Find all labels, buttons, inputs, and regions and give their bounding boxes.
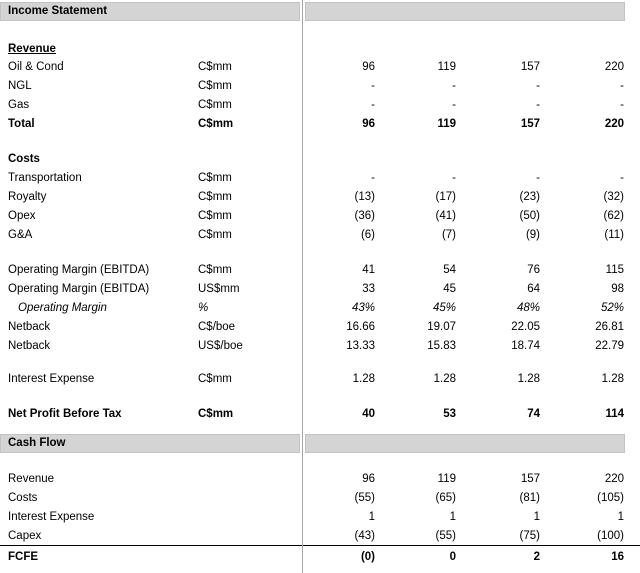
row-value: 157 bbox=[520, 473, 540, 485]
row-value: (43) bbox=[354, 530, 375, 542]
column-divider bbox=[302, 0, 303, 573]
row-value: (13) bbox=[354, 191, 375, 203]
row-value: (9) bbox=[525, 229, 540, 241]
table-row bbox=[0, 226, 640, 245]
row-value: 1.28 bbox=[352, 373, 375, 385]
row-value: 16.66 bbox=[346, 321, 375, 333]
section-title: Income Statement bbox=[8, 5, 108, 17]
row-unit: C$mm bbox=[198, 118, 234, 130]
row-label: Netback bbox=[8, 321, 51, 333]
table-row bbox=[0, 318, 640, 337]
row-value: (100) bbox=[597, 530, 624, 542]
section-banner-cash_flow bbox=[0, 434, 66, 453]
row-label: Revenue bbox=[8, 473, 55, 485]
row-unit: C$mm bbox=[198, 408, 234, 420]
row-value: 53 bbox=[443, 408, 456, 420]
table-row bbox=[0, 548, 640, 567]
row-value: 40 bbox=[362, 408, 375, 420]
row-unit: C$mm bbox=[198, 99, 232, 111]
row-value: (6) bbox=[360, 229, 375, 241]
row-value: 119 bbox=[437, 61, 456, 73]
row-value: 18.74 bbox=[511, 340, 540, 352]
table-row bbox=[0, 527, 640, 546]
row-label: Oil & Cond bbox=[8, 61, 64, 73]
row-value: (62) bbox=[603, 210, 624, 222]
row-value: - bbox=[620, 80, 624, 92]
section-banner-income_statement bbox=[0, 2, 107, 21]
row-unit: % bbox=[198, 302, 209, 314]
row-label: Opex bbox=[8, 210, 36, 222]
table-row bbox=[0, 207, 640, 226]
row-label: Total bbox=[8, 118, 35, 130]
row-value: - bbox=[371, 172, 375, 184]
row-value: (0) bbox=[360, 551, 375, 563]
row-value: - bbox=[620, 99, 624, 111]
row-label: Net Profit Before Tax bbox=[8, 408, 122, 420]
table-row bbox=[0, 96, 640, 115]
table-row bbox=[0, 470, 640, 489]
row-value: 52% bbox=[600, 302, 624, 314]
row-value: (75) bbox=[519, 530, 540, 542]
table-row bbox=[0, 261, 640, 280]
row-value: 2 bbox=[533, 551, 540, 563]
row-value: 1 bbox=[449, 511, 456, 523]
row-value: (32) bbox=[603, 191, 624, 203]
row-value: 1 bbox=[368, 511, 375, 523]
group-heading-label: Revenue bbox=[8, 43, 56, 55]
row-value: (36) bbox=[354, 210, 375, 222]
total-rule bbox=[0, 545, 640, 546]
row-unit: C$mm bbox=[198, 373, 232, 385]
row-value: 64 bbox=[527, 283, 540, 295]
row-value: 114 bbox=[605, 408, 624, 420]
row-unit: C$mm bbox=[198, 264, 232, 276]
row-value: (81) bbox=[519, 492, 540, 504]
table-row bbox=[0, 405, 640, 424]
table-row bbox=[0, 489, 640, 508]
row-value: - bbox=[371, 80, 375, 92]
row-value: 45% bbox=[432, 302, 456, 314]
row-value: 13.33 bbox=[346, 340, 375, 352]
banner-fill-right bbox=[305, 434, 625, 453]
table-row bbox=[0, 188, 640, 207]
row-value: 1.28 bbox=[601, 373, 624, 385]
row-unit: US$/boe bbox=[198, 340, 243, 352]
row-value: (41) bbox=[435, 210, 456, 222]
row-value: 41 bbox=[362, 264, 375, 276]
table-row bbox=[0, 508, 640, 527]
table-row bbox=[0, 299, 640, 318]
row-label: Operating Margin (EBITDA) bbox=[8, 283, 150, 295]
row-value: (11) bbox=[604, 229, 624, 241]
table-row bbox=[0, 280, 640, 299]
table-row bbox=[0, 77, 640, 96]
row-label: Netback bbox=[8, 340, 51, 352]
table-row bbox=[0, 115, 640, 134]
row-value: (55) bbox=[435, 530, 456, 542]
row-label: Gas bbox=[8, 99, 30, 111]
row-value: 119 bbox=[437, 118, 456, 130]
row-value: 33 bbox=[362, 283, 375, 295]
row-value: 98 bbox=[611, 283, 624, 295]
row-value: - bbox=[452, 80, 456, 92]
row-value: - bbox=[536, 99, 540, 111]
row-value: 54 bbox=[443, 264, 456, 276]
row-value: 220 bbox=[604, 61, 624, 73]
row-unit: C$mm bbox=[198, 61, 232, 73]
row-value: (55) bbox=[354, 492, 375, 504]
row-value: 19.07 bbox=[427, 321, 456, 333]
row-value: (105) bbox=[597, 492, 624, 504]
row-label: Capex bbox=[8, 530, 42, 542]
row-label: Royalty bbox=[8, 191, 47, 203]
row-value: - bbox=[536, 172, 540, 184]
row-value: - bbox=[371, 99, 375, 111]
row-value: 1 bbox=[533, 511, 540, 523]
row-label: Interest Expense bbox=[8, 511, 95, 523]
row-label: Operating Margin bbox=[18, 302, 107, 314]
row-value: 1 bbox=[617, 511, 624, 523]
row-label: FCFE bbox=[8, 551, 39, 563]
row-value: 16 bbox=[611, 551, 624, 563]
row-value: 15.83 bbox=[427, 340, 456, 352]
row-value: - bbox=[452, 99, 456, 111]
row-value: 76 bbox=[527, 264, 540, 276]
row-unit: C$mm bbox=[198, 172, 232, 184]
group-heading-costs bbox=[0, 150, 640, 169]
row-value: (17) bbox=[435, 191, 456, 203]
row-value: 26.81 bbox=[595, 321, 624, 333]
row-unit: C$mm bbox=[198, 80, 232, 92]
row-value: 45 bbox=[443, 283, 456, 295]
row-value: 96 bbox=[362, 61, 375, 73]
row-label: Costs bbox=[8, 492, 38, 504]
section-title: Cash Flow bbox=[8, 437, 66, 449]
row-value: - bbox=[536, 80, 540, 92]
row-label: Interest Expense bbox=[8, 373, 95, 385]
row-label: NGL bbox=[8, 80, 32, 92]
row-value: - bbox=[620, 172, 624, 184]
row-value: 96 bbox=[362, 118, 375, 130]
table-row bbox=[0, 337, 640, 356]
row-unit: C$mm bbox=[198, 210, 232, 222]
row-value: 48% bbox=[516, 302, 540, 314]
row-value: (65) bbox=[435, 492, 456, 504]
row-value: 220 bbox=[604, 118, 624, 130]
row-value: (7) bbox=[441, 229, 456, 241]
row-unit: C$/boe bbox=[198, 321, 236, 333]
row-value: 115 bbox=[605, 264, 624, 276]
row-value: - bbox=[452, 172, 456, 184]
row-unit: C$mm bbox=[198, 229, 232, 241]
row-value: 74 bbox=[527, 408, 540, 420]
row-unit: C$mm bbox=[198, 191, 232, 203]
row-value: 157 bbox=[520, 61, 540, 73]
row-value: (23) bbox=[519, 191, 540, 203]
row-value: 157 bbox=[520, 118, 540, 130]
row-value: 96 bbox=[362, 473, 375, 485]
row-label: Transportation bbox=[8, 172, 82, 184]
row-label: Operating Margin (EBITDA) bbox=[8, 264, 150, 276]
row-value: 1.28 bbox=[433, 373, 456, 385]
table-row bbox=[0, 58, 640, 77]
table-row bbox=[0, 370, 640, 389]
row-label: G&A bbox=[8, 229, 33, 241]
row-value: 119 bbox=[437, 473, 456, 485]
table-row bbox=[0, 169, 640, 188]
row-value: 22.05 bbox=[511, 321, 540, 333]
banner-fill-right bbox=[305, 2, 625, 21]
row-value: 43% bbox=[351, 302, 375, 314]
row-value: 22.79 bbox=[595, 340, 624, 352]
row-value: 0 bbox=[449, 551, 456, 563]
group-heading-revenue bbox=[0, 40, 640, 59]
row-value: 1.28 bbox=[517, 373, 540, 385]
group-heading-label: Costs bbox=[8, 153, 40, 165]
row-value: 220 bbox=[604, 473, 624, 485]
row-value: (50) bbox=[519, 210, 540, 222]
row-unit: US$mm bbox=[198, 283, 240, 295]
